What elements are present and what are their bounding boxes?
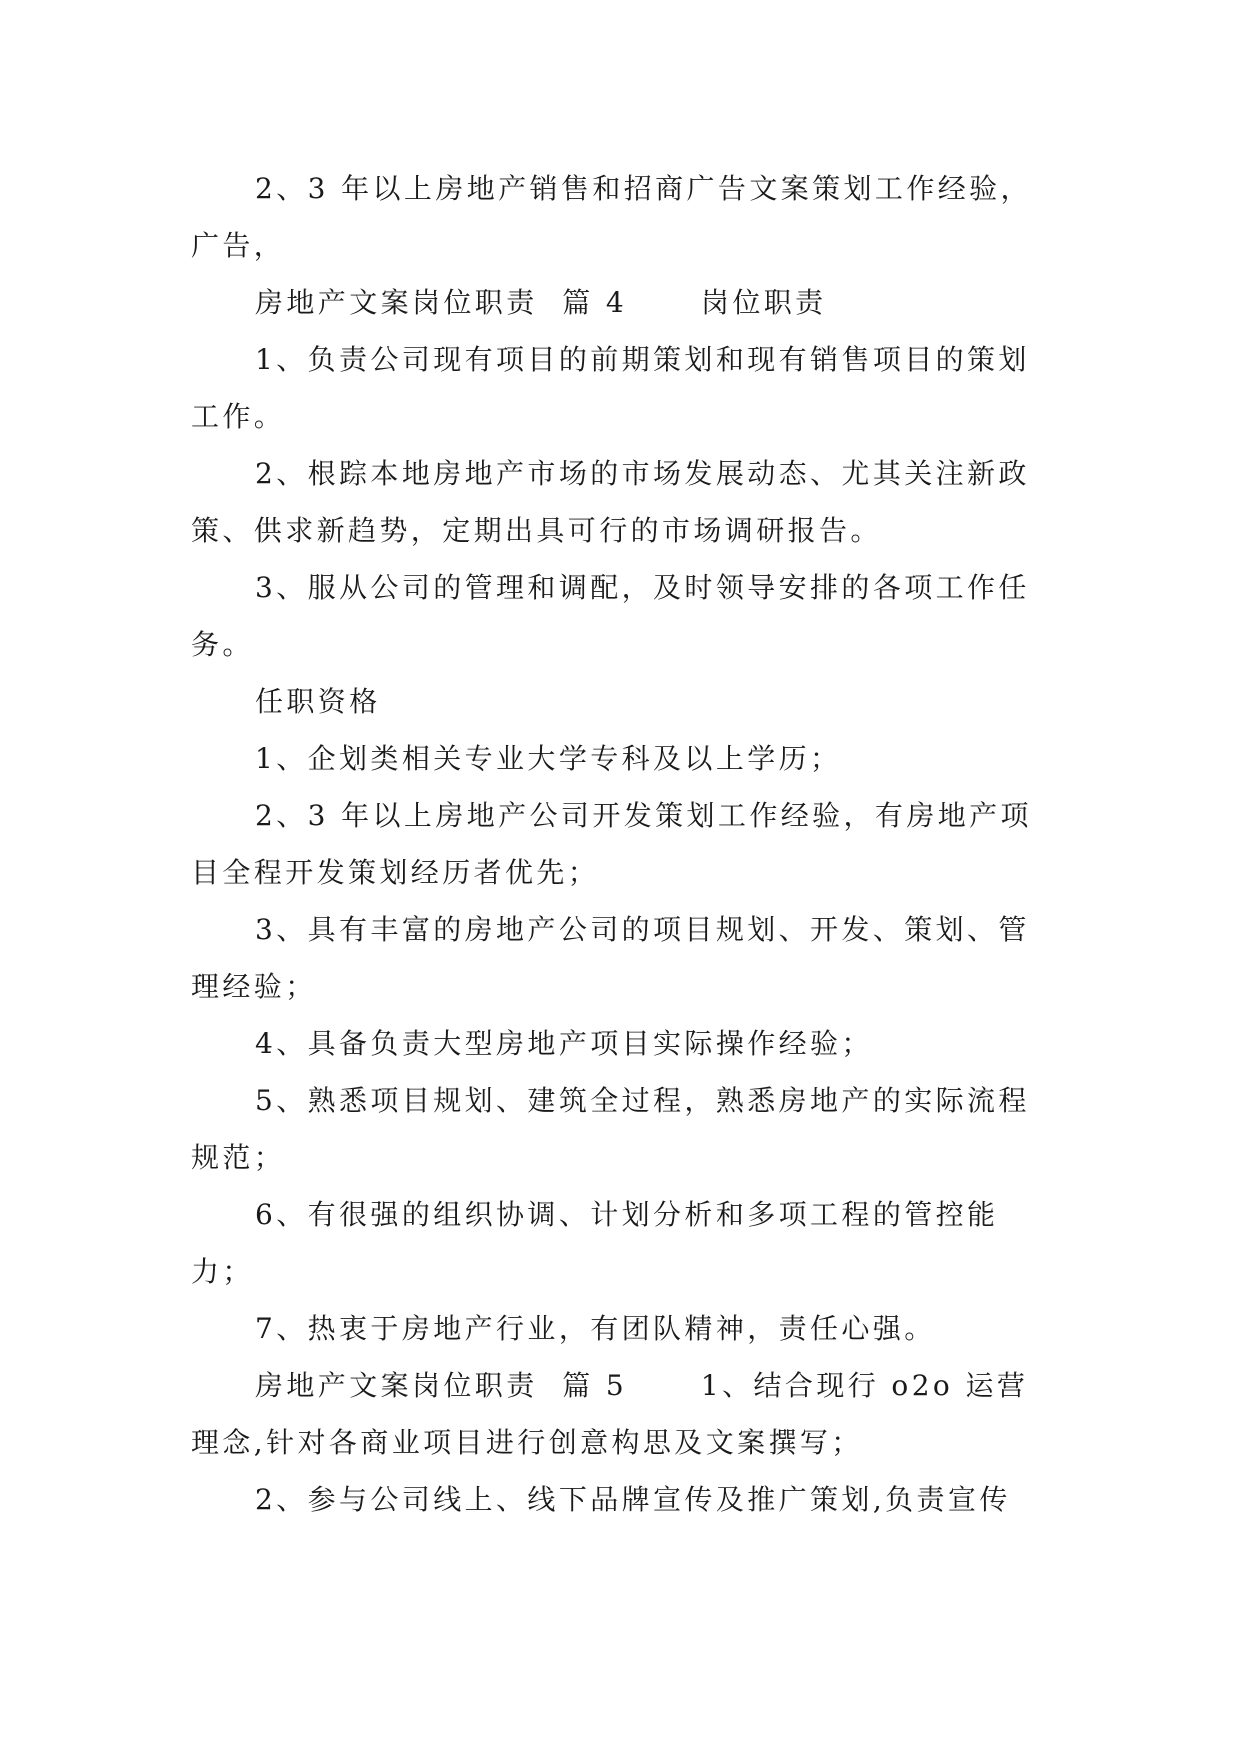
section-heading-4: 房地产文案岗位职责 篇 4 岗位职责 [255, 286, 827, 319]
paragraph-8: 2、3 年以上房地产公司开发策划工作经验，有房地产项目全程开发策划经历者优先； [191, 799, 1032, 889]
paragraph-7: 1、企划类相关专业大学专科及以上学历； [255, 742, 842, 775]
paragraph-10: 4、具备负责大型房地产项目实际操作经验； [255, 1027, 873, 1060]
paragraph-3: 1、负责公司现有项目的前期策划和现有销售项目的策划工作。 [191, 343, 1030, 433]
paragraph-4: 2、根踪本地房地产市场的市场发展动态、尤其关注新政策、供求新趋势，定期出具可行的市场调研报告。 [191, 457, 1030, 547]
paragraph-11: 5、熟悉项目规划、建筑全过程，熟悉房地产的实际流程规范； [191, 1084, 1030, 1174]
paragraph-12: 6、有很强的组织协调、计划分析和多项工程的管控能力； [191, 1198, 999, 1288]
paragraph-15: 2、参与公司线上、线下品牌宣传及推广策划,负责宣传 [255, 1483, 1011, 1516]
section-heading-5: 房地产文案岗位职责 篇 5 1、结合现行 o2o 运营理念,针对各商业项目进行创意构思及文案撰写； [191, 1369, 1029, 1459]
paragraph-1: 2、3 年以上房地产销售和招商广告文案策划工作经验，广告， [191, 172, 1032, 262]
paragraph-13: 7、热衷于房地产行业，有团队精神，责任心强。 [255, 1312, 936, 1345]
qualifications-heading: 任职资格 [255, 685, 381, 718]
document-body [191, 160, 1051, 1528]
paragraph-5: 3、服从公司的管理和调配，及时领导安排的各项工作任务。 [191, 571, 1030, 661]
paragraph-9: 3、具有丰富的房地产公司的项目规划、开发、策划、管理经验； [191, 913, 1030, 1003]
